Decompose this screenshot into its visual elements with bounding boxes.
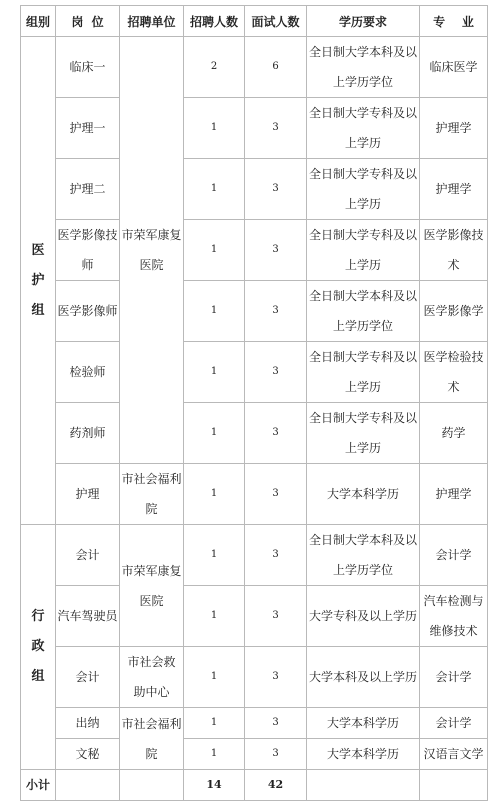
interview-count-cell: 3: [245, 159, 307, 220]
hire-count-cell: 1: [184, 403, 245, 464]
table-row: [21, 708, 488, 739]
header-major: 专 业: [420, 6, 488, 37]
recruitment-table: [20, 5, 488, 801]
major-cell: 药学: [420, 403, 488, 464]
unit-cell: 市荣军康复 医院: [120, 525, 184, 647]
group-admin: 行 政 组: [21, 525, 56, 770]
post-cell: 临床一: [56, 37, 120, 98]
hire-count-cell: 1: [184, 159, 245, 220]
subtotal-empty: [420, 770, 488, 801]
post-cell: 医学影像师: [56, 281, 120, 342]
education-cell: 大学本科学历: [307, 708, 420, 739]
subtotal-interview-count: 42: [245, 770, 307, 801]
post-cell: 会计: [56, 647, 120, 708]
post-cell: 文秘: [56, 739, 120, 770]
major-cell: 医学检验技 术: [420, 342, 488, 403]
interview-count-cell: 3: [245, 281, 307, 342]
subtotal-empty: [120, 770, 184, 801]
hire-count-cell: 1: [184, 464, 245, 525]
header-unit: 招聘单位: [120, 6, 184, 37]
header-interview-count: 面试人数: [245, 6, 307, 37]
hire-count-cell: 1: [184, 586, 245, 647]
post-cell: 出纳: [56, 708, 120, 739]
table-row: [21, 220, 488, 281]
header-hire-count: 招聘人数: [184, 6, 245, 37]
education-cell: 全日制大学本科及以 上学历学位: [307, 37, 420, 98]
major-cell: 临床医学: [420, 37, 488, 98]
post-cell: 护理一: [56, 98, 120, 159]
interview-count-cell: 3: [245, 464, 307, 525]
interview-count-cell: 3: [245, 220, 307, 281]
education-cell: 全日制大学本科及以 上学历学位: [307, 525, 420, 586]
post-cell: 汽车驾驶员: [56, 586, 120, 647]
education-cell: 大学本科学历: [307, 464, 420, 525]
major-cell: 会计学: [420, 708, 488, 739]
header-education: 学历要求: [307, 6, 420, 37]
table-row: [21, 159, 488, 220]
major-cell: 会计学: [420, 525, 488, 586]
education-cell: 全日制大学专科及以 上学历: [307, 403, 420, 464]
table-row: [21, 586, 488, 647]
interview-count-cell: 3: [245, 708, 307, 739]
major-cell: 汉语言文学: [420, 739, 488, 770]
interview-count-cell: 3: [245, 342, 307, 403]
header-group: 组别: [21, 6, 56, 37]
subtotal-empty: [307, 770, 420, 801]
education-cell: 全日制大学专科及以 上学历: [307, 342, 420, 403]
education-cell: 全日制大学专科及以 上学历: [307, 98, 420, 159]
education-cell: 全日制大学本科及以 上学历学位: [307, 281, 420, 342]
major-cell: 护理学: [420, 159, 488, 220]
unit-cell: 市社会福利 院: [120, 708, 184, 770]
post-cell: 医学影像技 师: [56, 220, 120, 281]
education-cell: 大学本科及以上学历: [307, 647, 420, 708]
post-cell: 护理二: [56, 159, 120, 220]
hire-count-cell: 1: [184, 220, 245, 281]
hire-count-cell: 2: [184, 37, 245, 98]
subtotal-hire-count: 14: [184, 770, 245, 801]
education-cell: 全日制大学专科及以 上学历: [307, 159, 420, 220]
education-cell: 大学专科及以上学历: [307, 586, 420, 647]
post-cell: 会计: [56, 525, 120, 586]
interview-count-cell: 6: [245, 37, 307, 98]
subtotal-row: [21, 770, 488, 801]
education-cell: 大学本科学历: [307, 739, 420, 770]
unit-cell: 市荣军康复 医院: [120, 37, 184, 464]
subtotal-label: 小计: [21, 770, 56, 801]
unit-cell: 市社会救 助中心: [120, 647, 184, 708]
interview-count-cell: 3: [245, 739, 307, 770]
major-cell: 护理学: [420, 464, 488, 525]
hire-count-cell: 1: [184, 647, 245, 708]
major-cell: 护理学: [420, 98, 488, 159]
major-cell: 医学影像技 术: [420, 220, 488, 281]
table-row: [21, 739, 488, 770]
interview-count-cell: 3: [245, 586, 307, 647]
interview-count-cell: 3: [245, 525, 307, 586]
hire-count-cell: 1: [184, 708, 245, 739]
table-row: [21, 647, 488, 708]
interview-count-cell: 3: [245, 403, 307, 464]
header-post: 岗 位: [56, 6, 120, 37]
table-row: [21, 525, 488, 586]
hire-count-cell: 1: [184, 281, 245, 342]
post-cell: 检验师: [56, 342, 120, 403]
education-cell: 全日制大学专科及以 上学历: [307, 220, 420, 281]
group-medical: 医 护 组: [21, 37, 56, 525]
table-row: [21, 464, 488, 525]
major-cell: 汽车检测与 维修技术: [420, 586, 488, 647]
post-cell: 药剂师: [56, 403, 120, 464]
major-cell: 医学影像学: [420, 281, 488, 342]
interview-count-cell: 3: [245, 98, 307, 159]
post-cell: 护理: [56, 464, 120, 525]
hire-count-cell: 1: [184, 739, 245, 770]
table-row: [21, 37, 488, 98]
table-row: [21, 403, 488, 464]
unit-cell: 市社会福利 院: [120, 464, 184, 525]
hire-count-cell: 1: [184, 525, 245, 586]
major-cell: 会计学: [420, 647, 488, 708]
table-row: [21, 281, 488, 342]
table-row: [21, 342, 488, 403]
hire-count-cell: 1: [184, 342, 245, 403]
subtotal-empty: [56, 770, 120, 801]
hire-count-cell: 1: [184, 98, 245, 159]
table-row: [21, 98, 488, 159]
interview-count-cell: 3: [245, 647, 307, 708]
header-row: [21, 6, 488, 37]
